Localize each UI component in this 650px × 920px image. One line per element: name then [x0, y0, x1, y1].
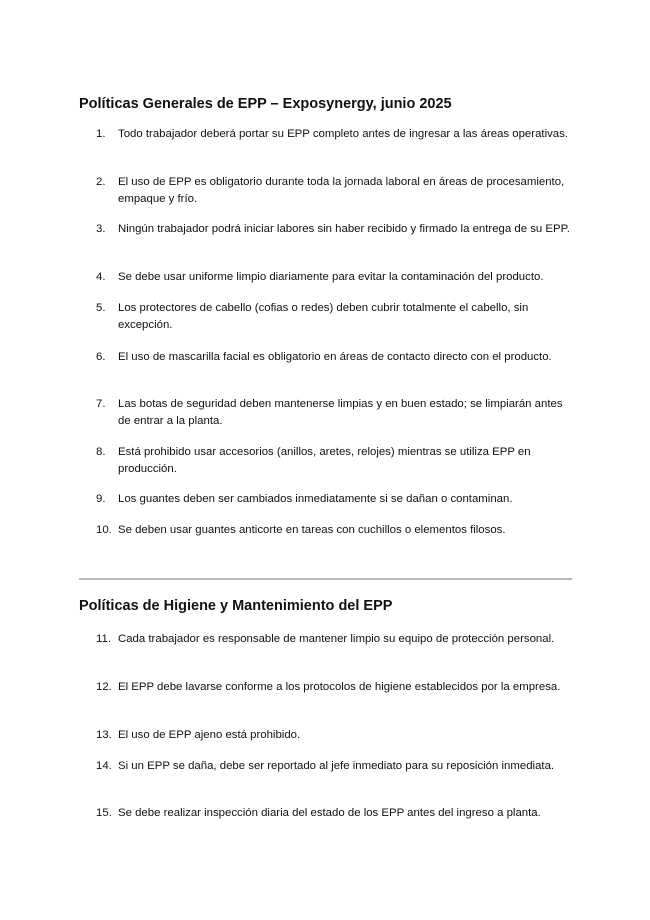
- item-text: Se debe realizar inspección diaria del estado de los EPP antes del ingreso a planta.: [118, 807, 541, 819]
- item-text: Todo trabajador deberá portar su EPP completo antes de ingresar a las áreas operativas.: [118, 128, 568, 140]
- item-number: 9.: [96, 493, 106, 505]
- section-title-hygiene: Políticas de Higiene y Mantenimiento del EPP: [79, 598, 393, 614]
- item-number: 14.: [96, 760, 112, 772]
- section-divider: [79, 578, 572, 580]
- item-text: Ningún trabajador podrá iniciar labores sin haber recibido y firmado la entrega de su EPP.: [118, 223, 570, 235]
- item-text: Si un EPP se daña, debe ser reportado al jefe inmediato para su reposición inmediata.: [118, 760, 555, 772]
- section-title-general: Políticas Generales de EPP – Exposynergy, junio 2025: [79, 96, 452, 112]
- item-text: Está prohibido usar accesorios (anillos, aretes, relojes) mientras se utiliza EPP en producción.: [118, 446, 531, 475]
- item-number: 8.: [96, 446, 106, 458]
- item-number: 7.: [96, 398, 106, 410]
- item-number: 3.: [96, 223, 106, 235]
- item-number: 4.: [96, 271, 106, 283]
- item-text: Los guantes deben ser cambiados inmediatamente si se dañan o contaminan.: [118, 493, 513, 505]
- item-text: Se debe usar uniforme limpio diariamente para evitar la contaminación del producto.: [118, 271, 544, 283]
- item-number: 2.: [96, 176, 106, 188]
- item-text: El EPP debe lavarse conforme a los protocolos de higiene establecidos por la empresa.: [118, 681, 561, 693]
- item-text: Las botas de seguridad deben mantenerse limpias y en buen estado; se limpiarán antes de entrar a la planta.: [118, 398, 563, 427]
- item-number: 15.: [96, 807, 112, 819]
- item-number: 11.: [96, 633, 111, 645]
- item-number: 1.: [96, 128, 106, 140]
- item-number: 12.: [96, 681, 112, 693]
- item-number: 5.: [96, 302, 106, 314]
- item-text: El uso de EPP es obligatorio durante toda la jornada laboral en áreas de procesamiento, empaque y frío.: [118, 176, 565, 205]
- item-text: Los protectores de cabello (cofias o redes) deben cubrir totalmente el cabello, sin excepción.: [118, 302, 529, 331]
- item-text: Cada trabajador es responsable de mantener limpio su equipo de protección personal.: [118, 633, 555, 645]
- item-number: 10.: [96, 524, 112, 536]
- item-number: 6.: [96, 351, 106, 363]
- item-number: 13.: [96, 729, 112, 741]
- item-text: Se deben usar guantes anticorte en tareas con cuchillos o elementos filosos.: [118, 524, 506, 536]
- item-text: El uso de EPP ajeno está prohibido.: [118, 729, 301, 741]
- item-text: El uso de mascarilla facial es obligatorio en áreas de contacto directo con el producto.: [118, 351, 552, 363]
